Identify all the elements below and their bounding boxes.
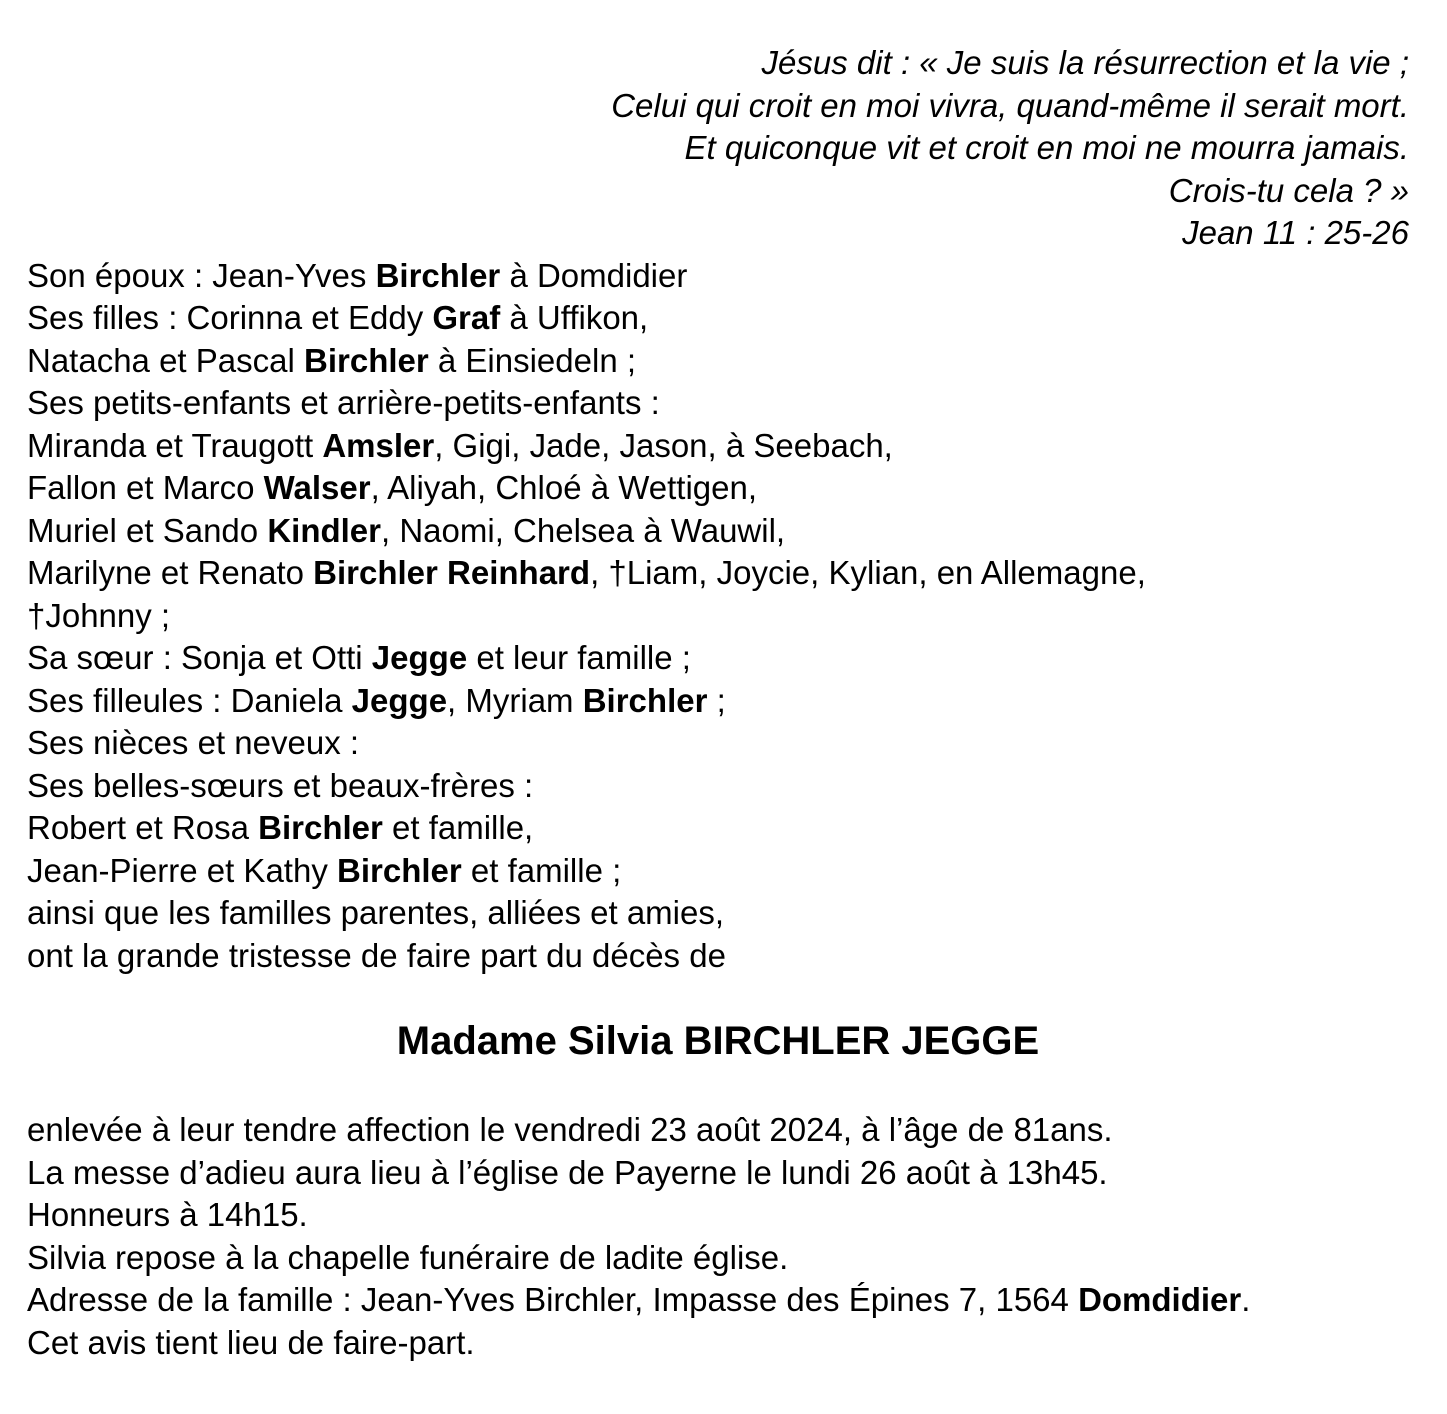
- text-segment: et famille,: [382, 809, 534, 846]
- text-line: [27, 1194, 1409, 1237]
- text-segment: enlevée à leur tendre affection le vendredi 23 août 2024, à l’âge de 81ans.: [27, 1111, 1113, 1148]
- surname-bold: Kindler: [267, 511, 381, 549]
- text-line: [27, 467, 1409, 510]
- text-segment: Crois-tu cela ? »: [1168, 171, 1409, 209]
- surname-bold: Amsler: [322, 426, 435, 464]
- text-segment: Jésus dit : « Je suis la résurrection et la vie ;: [761, 44, 1409, 81]
- text-segment: , Naomi, Chelsea à Wauwil,: [381, 511, 786, 549]
- text-line: [27, 1279, 1409, 1322]
- text-segment: Ses belles-sœurs et beaux-frères :: [27, 766, 534, 804]
- text-line: [27, 935, 1409, 978]
- text-segment: Natacha et Pascal: [27, 341, 304, 379]
- text-segment: .: [1241, 1281, 1251, 1318]
- text-segment: , †Liam, Joycie, Kylian, en Allemagne,: [590, 554, 1146, 591]
- surname-bold: Jegge: [371, 639, 468, 676]
- text-segment: , Aliyah, Chloé à Wettigen,: [370, 469, 758, 506]
- text-line: [27, 807, 1409, 850]
- surname-bold: Birchler: [375, 256, 501, 294]
- text-segment: Et quiconque vit et croit en moi ne mourra jamais.: [684, 129, 1409, 166]
- text-segment: et famille ;: [461, 851, 622, 889]
- scripture-quote: [27, 42, 1409, 255]
- surname-bold: Jegge: [351, 681, 448, 719]
- text-line: [27, 340, 1409, 383]
- text-segment: Son époux : Jean-Yves: [27, 256, 376, 294]
- text-segment: Adresse de la famille : Jean-Yves Birchler, Impasse des Épines 7, 1564: [27, 1281, 1079, 1318]
- surname-bold: Walser: [263, 469, 371, 506]
- text-segment: Silvia repose à la chapelle funéraire de ladite église.: [27, 1238, 789, 1276]
- text-line: [27, 255, 1409, 298]
- text-line: [27, 212, 1409, 255]
- text-line: [27, 1237, 1409, 1280]
- text-segment: Miranda et Traugott: [27, 426, 323, 464]
- text-segment: ainsi que les familles parentes, alliées et amies,: [27, 894, 725, 931]
- text-line: [27, 127, 1409, 170]
- text-line: [27, 170, 1409, 213]
- text-segment: Ses filleules : Daniela: [27, 681, 352, 719]
- text-line: [27, 42, 1409, 85]
- text-segment: Muriel et Sando: [27, 511, 268, 549]
- surname-bold: Birchler: [582, 681, 708, 719]
- text-line: [27, 850, 1409, 893]
- text-line: [27, 297, 1409, 340]
- text-line: [27, 765, 1409, 808]
- text-line: [27, 510, 1409, 553]
- text-segment: Jean 11 : 25-26: [1182, 214, 1409, 251]
- text-line: [27, 1152, 1409, 1195]
- text-segment: Jean-Pierre et Kathy: [27, 851, 337, 889]
- text-segment: Sa sœur : Sonja et Otti: [27, 639, 372, 676]
- text-segment: et leur famille ;: [467, 639, 691, 676]
- text-line: [27, 637, 1409, 680]
- surname-bold: Domdidier: [1078, 1281, 1242, 1318]
- text-segment: Honneurs à 14h15.: [27, 1196, 308, 1233]
- deceased-name-title: Madame Silvia BIRCHLER JEGGE: [396, 1019, 1040, 1063]
- surname-bold: Birchler: [337, 851, 462, 889]
- text-segment: , Myriam: [447, 681, 583, 719]
- text-line: [27, 1322, 1409, 1365]
- text-segment: ont la grande tristesse de faire part du décès de: [27, 936, 726, 974]
- text-segment: La messe d’adieu aura lieu à l’église de Payerne le lundi 26 août à 13h45.: [27, 1153, 1108, 1191]
- text-segment: à Domdidier: [500, 256, 688, 294]
- text-line: [27, 892, 1409, 935]
- text-segment: , Gigi, Jade, Jason, à Seebach,: [434, 426, 893, 464]
- text-segment: à Uffikon,: [500, 299, 649, 336]
- family-announcement-list: [27, 255, 1409, 978]
- text-line: [27, 680, 1409, 723]
- text-line: [27, 1109, 1409, 1152]
- text-segment: †Johnny ;: [27, 596, 171, 634]
- text-segment: Robert et Rosa: [27, 809, 259, 846]
- surname-bold: Birchler: [304, 341, 429, 379]
- text-segment: Ses filles : Corinna et Eddy: [27, 299, 433, 336]
- text-line: [27, 382, 1409, 425]
- surname-bold: Birchler Reinhard: [313, 554, 591, 591]
- text-segment: Fallon et Marco: [27, 469, 264, 506]
- text-line: [27, 85, 1409, 128]
- text-line: [27, 722, 1409, 765]
- text-line: [27, 595, 1409, 638]
- text-segment: Marilyne et Renato: [27, 554, 314, 591]
- text-segment: ;: [707, 681, 726, 719]
- surname-bold: Graf: [432, 299, 501, 336]
- text-segment: Ses nièces et neveux :: [27, 724, 360, 761]
- text-line: [27, 425, 1409, 468]
- text-segment: Cet avis tient lieu de faire-part.: [27, 1323, 475, 1361]
- surname-bold: Birchler: [258, 809, 383, 846]
- text-line: [27, 552, 1409, 595]
- text-segment: Ses petits-enfants et arrière-petits-enfants :: [27, 384, 660, 421]
- text-segment: à Einsiedeln ;: [428, 341, 637, 379]
- funeral-details: [27, 1109, 1409, 1364]
- text-segment: Celui qui croit en moi vivra, quand-même il serait mort.: [611, 86, 1409, 124]
